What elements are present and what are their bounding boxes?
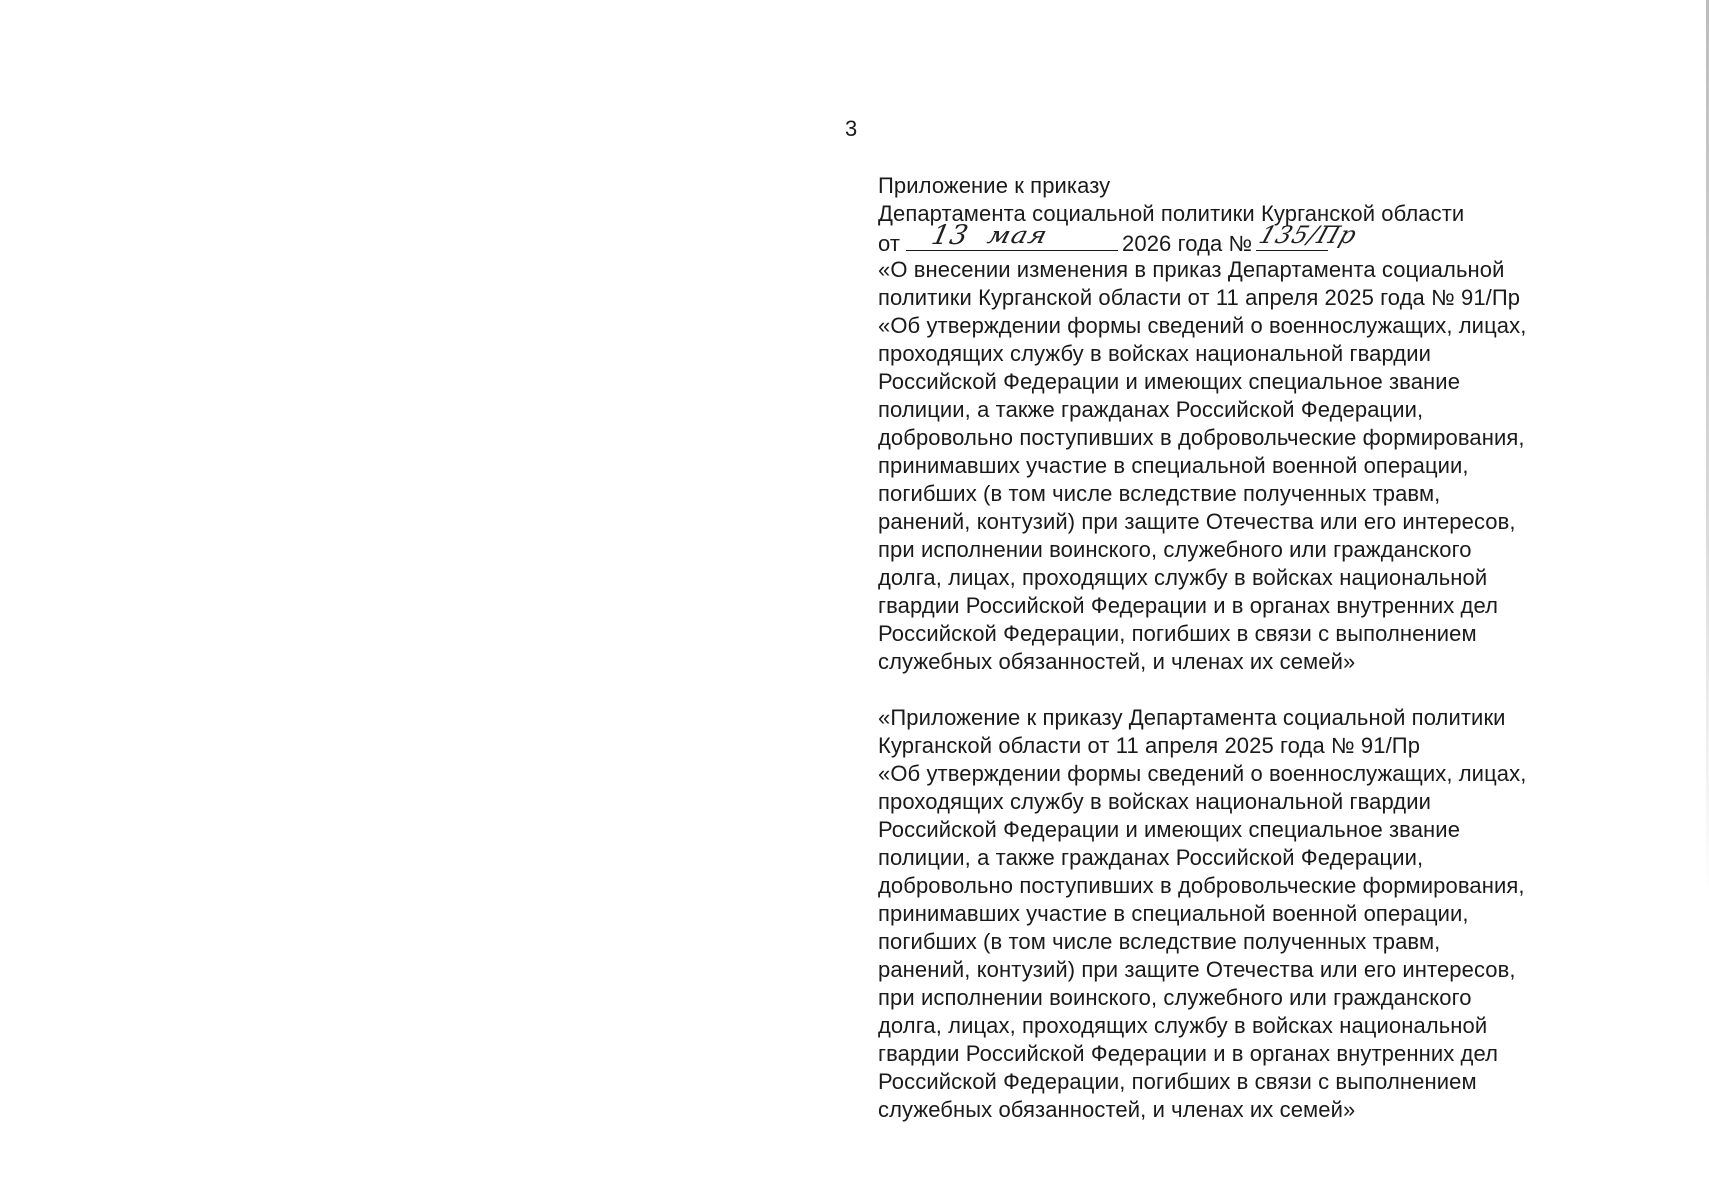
appendix-title-line: «Об утверждении формы сведений о военнослужащих, лицах, [878,761,1527,786]
appendix-title-line: Российской Федерации и имеющих специальное звание [878,817,1461,842]
appendix-title-line: полиции, а также гражданах Российской Федерации, [878,845,1424,870]
order-number-blank [1255,221,1362,251]
order-title-line: «Об утверждении формы сведений о военнослужащих, лицах, [878,313,1527,338]
order-date-line [878,220,1618,256]
appendix-title-line: долга, лицах, проходящих службу в войсках национальной [878,1013,1488,1038]
appendix-title-line: погибших (в том числе вследствие полученных травм, [878,929,1441,954]
appendix-title-line: проходящих службу в войсках национальной гвардии [878,789,1432,814]
appendix-title-line: гвардии Российской Федерации и в органах внутренних дел [878,1041,1499,1066]
handwritten-day: 13 [928,220,972,251]
order-title-line: «О внесении изменения в приказ Департамента социальной [878,257,1505,282]
order-title-line: добровольно поступивших в добровольческие формирования, [878,425,1525,450]
appendix-title-line: служебных обязанностей, и членах их семей» [878,1097,1356,1122]
date-suffix: 2026 года № [1122,231,1253,256]
appendix-title-line: Курганской области от 11 апреля 2025 года № 91/Пр [878,733,1421,758]
appendix-caption: Приложение к приказу [878,173,1111,198]
order-title-line: проходящих службу в войсках национальной гвардии [878,341,1432,366]
order-title-line: ранений, контузий) при защите Отечества или его интересов, [878,509,1516,534]
appendix-title-line: ранений, контузий) при защите Отечества или его интересов, [878,957,1516,982]
appendix-title-line: принимавших участие в специальной военной операции, [878,901,1469,926]
order-title-line: полиции, а также гражданах Российской Федерации, [878,397,1424,422]
order-title-line: погибших (в том числе вследствие полученных травм, [878,481,1441,506]
appendix-title-line: добровольно поступивших в добровольческие формирования, [878,873,1525,898]
order-title-line: гвардии Российской Федерации и в органах внутренних дел [878,593,1499,618]
handwritten-order-number: 135/Пр [1255,221,1362,249]
order-title-line: долга, лицах, проходящих службу в войсках национальной [878,565,1488,590]
order-title-line: Российской Федерации и имеющих специальное звание [878,369,1461,394]
appendix-title-block [878,704,1618,1124]
appendix-title-line: «Приложение к приказу Департамента социальной политики [878,705,1506,730]
appendix-title-line: при исполнении воинского, служебного или гражданского [878,985,1472,1010]
department-name: Департамента социальной политики Курганской области [878,201,1465,226]
date-blank [906,220,1118,251]
appendix-title-line: Российской Федерации, погибших в связи с выполнением [878,1069,1477,1094]
order-title-line: при исполнении воинского, служебного или гражданского [878,537,1472,562]
order-title-line: политики Курганской области от 11 апреля 2025 года № 91/Пр [878,285,1521,310]
order-title [878,256,1618,676]
page-number: 3 [845,116,858,141]
order-header-block [878,172,1618,676]
order-title-line: Российской Федерации, погибших в связи с выполнением [878,621,1477,646]
order-title-line: принимавших участие в специальной военной операции, [878,453,1469,478]
order-title-line: служебных обязанностей, и членах их семей» [878,649,1356,674]
handwritten-month: мая [984,222,1051,249]
date-prefix: от [878,231,901,256]
